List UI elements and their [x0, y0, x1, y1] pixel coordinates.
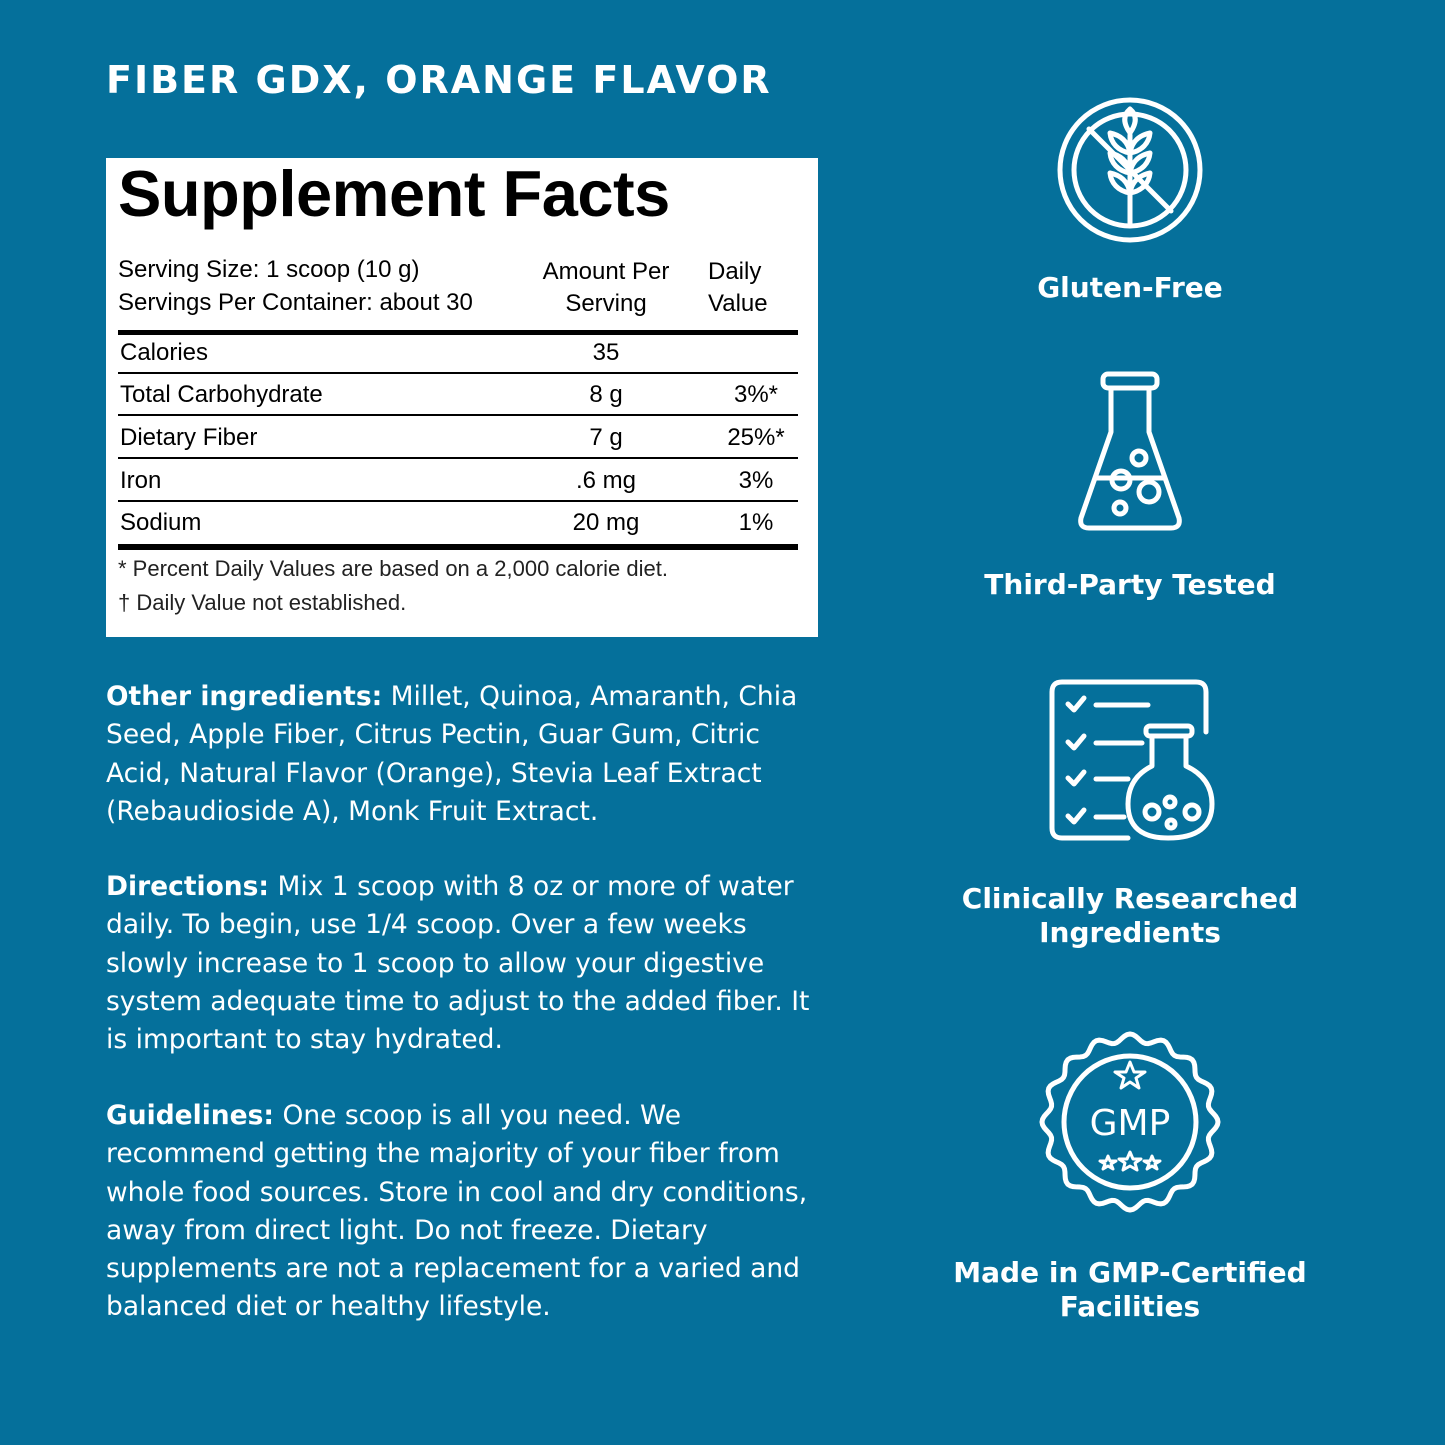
dv-footnote: * Percent Daily Values are based on a 2,000 calorie diet. [118, 556, 668, 581]
nutrient-name: Calories [120, 339, 209, 366]
amount-header-line2: Serving [565, 290, 647, 317]
amount-header-line1: Amount Per [542, 258, 670, 285]
nutrient-dv: 1% [738, 509, 774, 536]
guidelines-label: Guidelines: [106, 1100, 275, 1131]
gmp-label-line2: Facilities [1059, 1290, 1201, 1323]
row-divider [118, 414, 798, 416]
other-ingredients-text: Millet, Quinoa, Amaranth, Chia Seed, Apple Fiber, Citrus Pectin, Guar Gum, Citric Acid, Natural Flavor (Orange), Stevia Leaf Extract (Rebaudioside A), Monk Fruit Extract. [106, 681, 798, 827]
guidelines-text: One scoop is all you need. We recommend getting the majority of your fiber from whole food sources. Store in cool and dry conditions, away from direct light. Do not freeze. Dietary supplements are not a replacement for a varied and balanced diet or healthy lifestyle. [106, 1100, 808, 1323]
amount-per-serving-header [526, 256, 686, 320]
nutrient-row [118, 332, 798, 374]
nutrient-amount: 7 g [589, 424, 623, 451]
nutrient-amount: .6 mg [575, 467, 637, 494]
third-party-label: Third-Party Tested [984, 568, 1276, 601]
nutrient-name: Iron [120, 467, 162, 494]
nutrient-row [118, 374, 798, 416]
dv-header-line1: Daily [708, 258, 762, 285]
row-divider [118, 457, 798, 459]
clinical-label-line1: Clinically Researched [961, 882, 1299, 915]
product-title: FIBER GDX, ORANGE FLAVOR [106, 58, 772, 102]
gmp-seal-icon [1038, 1030, 1222, 1214]
serving-size: Serving Size: 1 scoop (10 g) [118, 256, 420, 283]
flask-icon [1075, 370, 1185, 535]
nutrient-dv: 25%* [727, 424, 785, 451]
no-wheat-icon [1055, 95, 1205, 245]
gmp-seal-text: GMP [1089, 1103, 1171, 1144]
clinical-badge [920, 678, 1340, 953]
nutrient-row [118, 502, 798, 544]
nutrient-amount: 20 mg [572, 509, 640, 536]
other-ingredients-label: Other ingredients: [106, 681, 383, 712]
guidelines [106, 1097, 826, 1327]
dv-not-established-footnote: † Daily Value not established. [118, 590, 407, 615]
dv-header-line2: Value [708, 290, 768, 317]
nutrient-dv: 3%* [733, 381, 779, 408]
third-party-badge [920, 370, 1340, 610]
servings-per-container: Servings Per Container: about 30 [118, 289, 473, 316]
gluten-free-label: Gluten-Free [1037, 271, 1223, 304]
footer-divider [118, 544, 798, 550]
checklist-flask-icon [1048, 678, 1218, 843]
directions-label: Directions: [106, 871, 270, 902]
nutrient-amount: 8 g [589, 381, 623, 408]
nutrient-amount: 35 [592, 339, 620, 366]
gluten-free-badge [920, 95, 1340, 315]
clinical-label-line2: Ingredients [1039, 916, 1221, 949]
nutrient-dv: 3% [738, 467, 774, 494]
nutrient-name: Sodium [120, 509, 202, 536]
daily-value-header [696, 256, 798, 320]
gmp-label-line1: Made in GMP-Certified [953, 1256, 1307, 1289]
nutrient-name: Dietary Fiber [120, 424, 258, 451]
nutrient-row [118, 460, 798, 502]
gmp-badge [920, 1030, 1340, 1330]
directions [106, 868, 826, 1059]
supplement-facts-panel [106, 158, 818, 637]
facts-heading: Supplement Facts [118, 157, 670, 230]
other-ingredients [106, 678, 826, 831]
nutrient-name: Total Carbohydrate [120, 381, 323, 408]
nutrient-row [118, 417, 798, 459]
directions-text: Mix 1 scoop with 8 oz or more of water daily. To begin, use 1/4 scoop. Over a few weeks slowly increase to 1 scoop to allow your digestive system adequate time to adjust to the added fiber. It is important to stay hydrated. [106, 871, 810, 1056]
